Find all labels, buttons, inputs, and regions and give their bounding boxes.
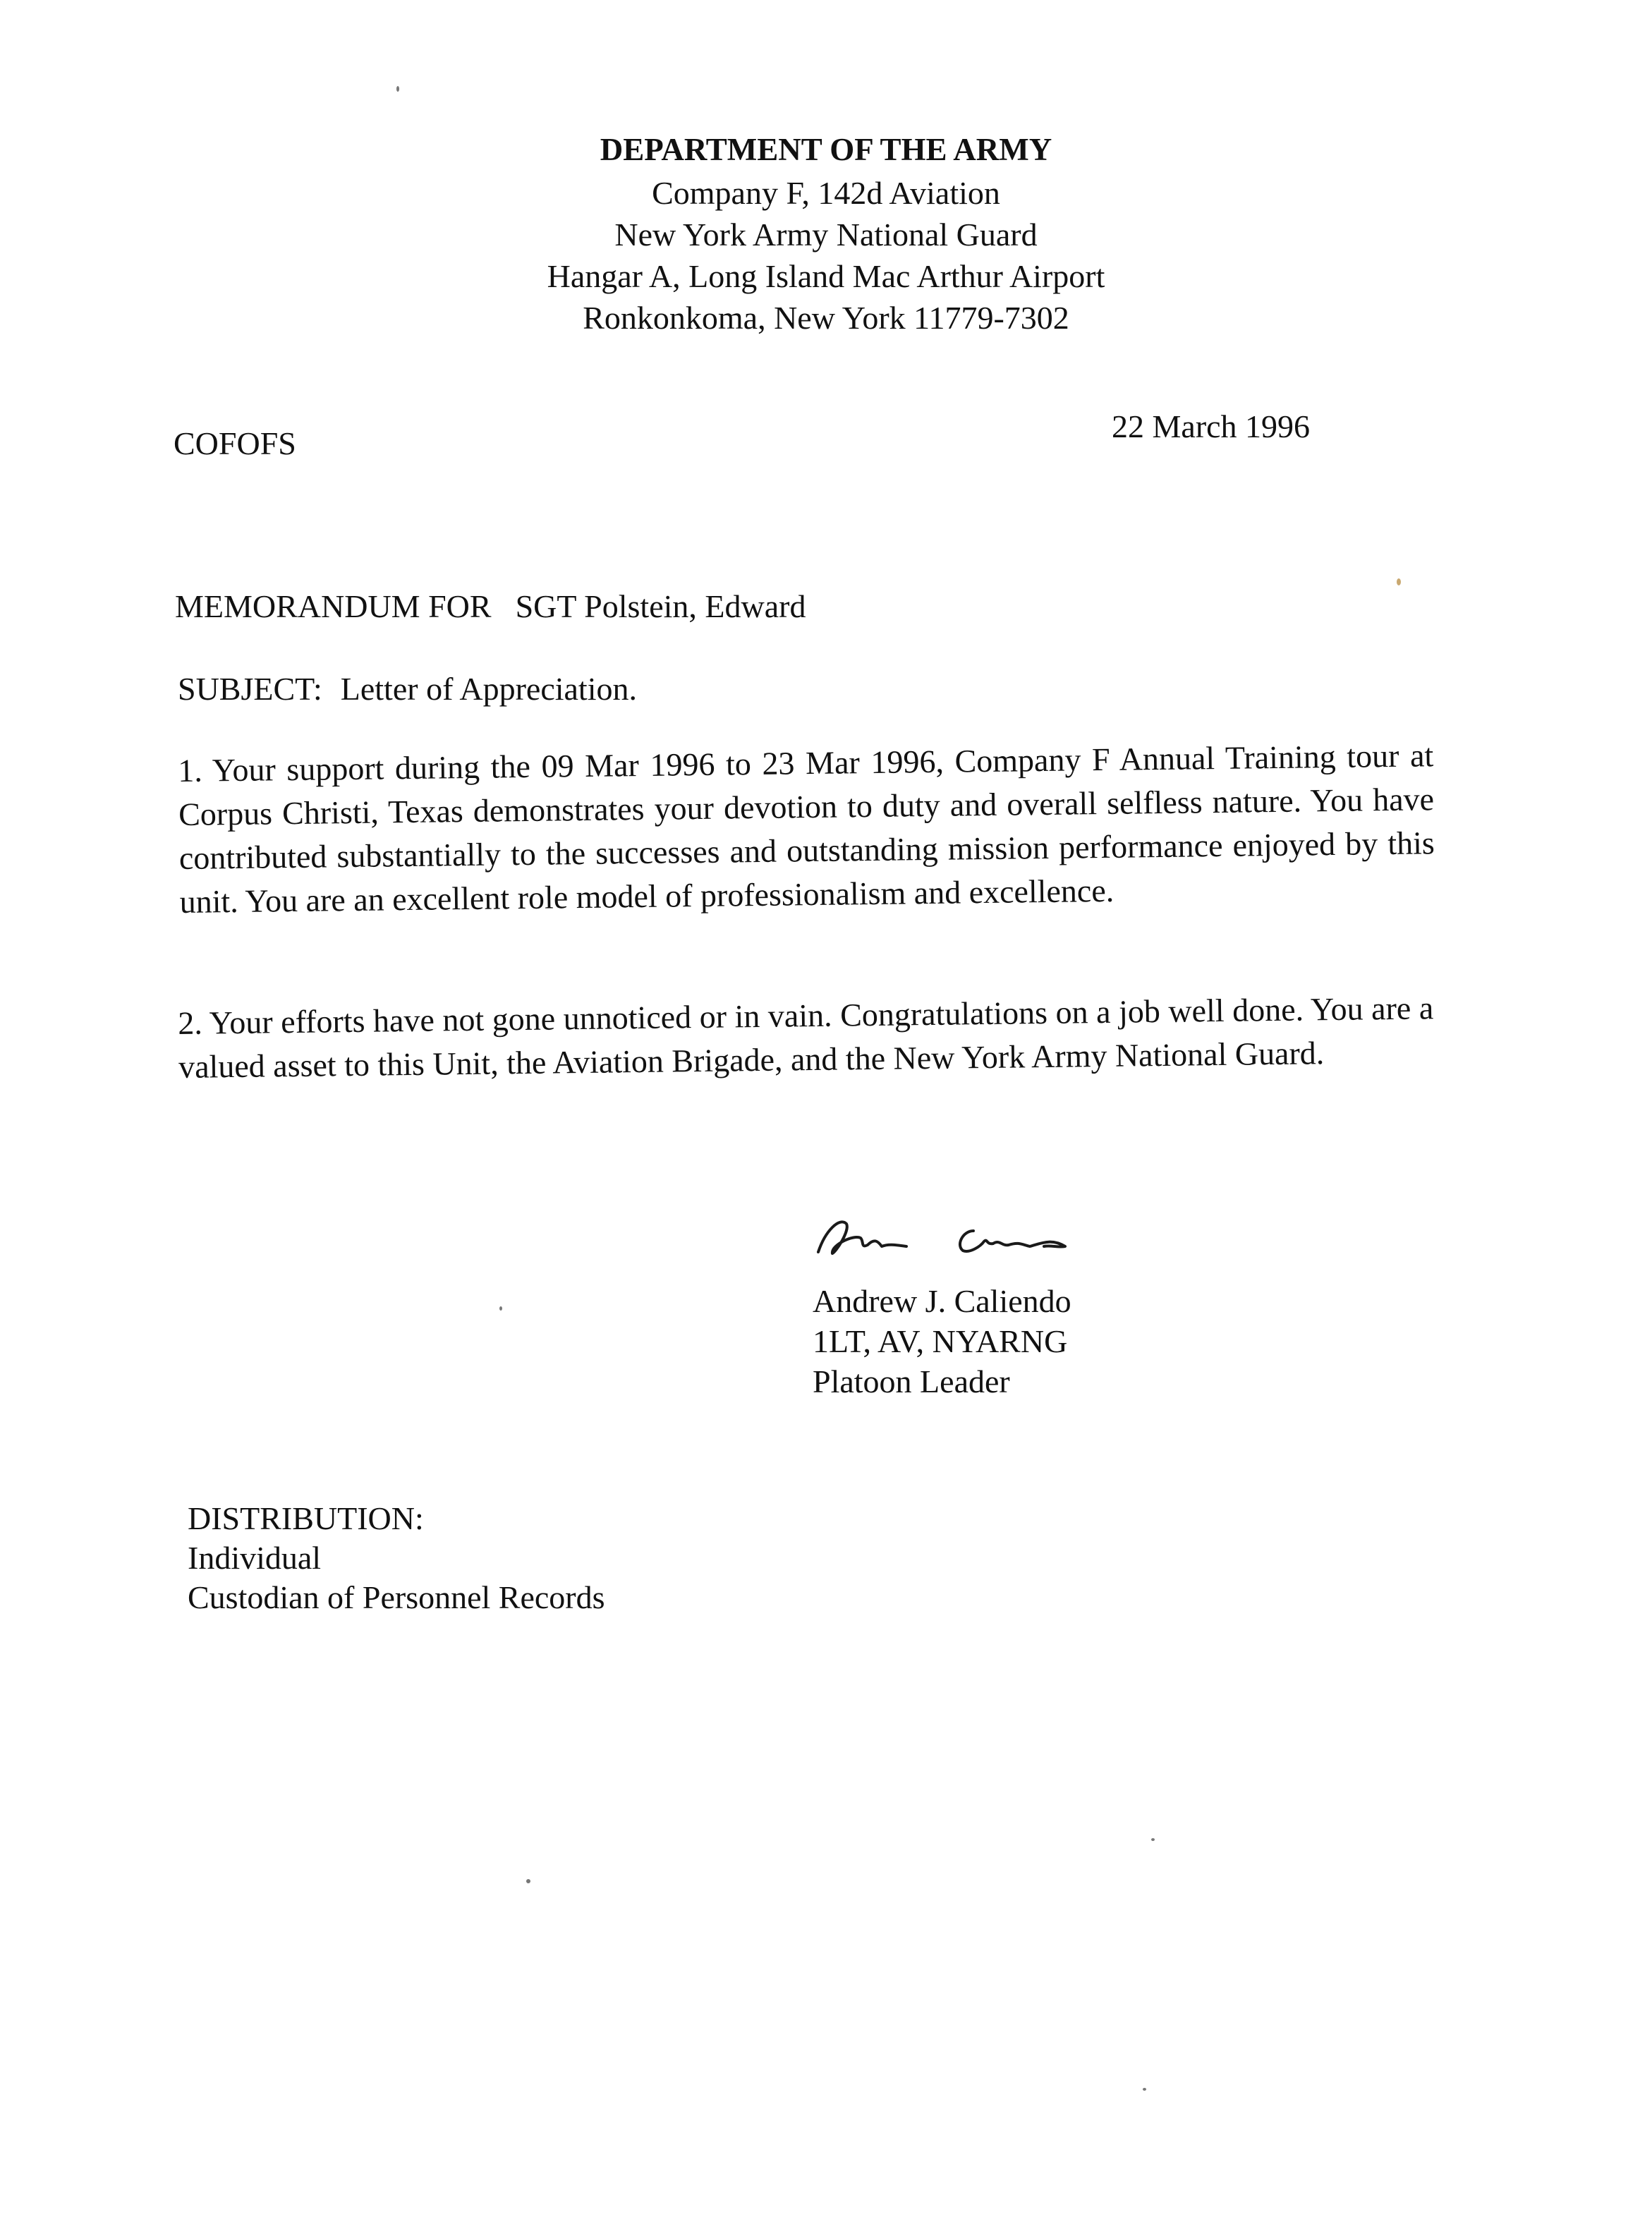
body-paragraph-1: 1. Your support during the 09 Mar 1996 to 23 Mar 1996, Company F Annual Training tour at Corpus Christi, Texas demonstrates your devotion to duty and overall selfless nature. You have contributed substantially to the successes and outstanding mission performance enjoyed by this unit. You are an excellent role model of professionalism and excellence. (178, 737, 1435, 920)
signer-name: Andrew J. Caliendo (813, 1283, 1071, 1319)
scan-speck (526, 1879, 530, 1883)
memo-date: 22 March 1996 (1112, 408, 1311, 444)
distribution-item: Custodian of Personnel Records (188, 1579, 605, 1615)
scan-speck (396, 86, 399, 92)
scan-speck (499, 1306, 502, 1311)
scan-speck (1397, 578, 1401, 585)
letterhead-unit: Company F, 142d Aviation (652, 175, 1000, 211)
distribution-item: Individual (188, 1540, 322, 1576)
distribution-block (188, 1499, 605, 1617)
letterhead (0, 127, 1652, 339)
handwritten-signature (811, 1203, 1107, 1266)
letterhead-location: Hangar A, Long Island Mac Arthur Airport (547, 258, 1105, 294)
signer-rank: 1LT, AV, NYARNG (813, 1323, 1068, 1359)
letterhead-org: New York Army National Guard (614, 217, 1038, 253)
memorandum-for (175, 588, 806, 625)
letterhead-title: DEPARTMENT OF THE ARMY (600, 132, 1052, 167)
subject-value: Letter of Appreciation. (340, 671, 637, 707)
scan-speck (1143, 2088, 1146, 2091)
distribution-label: DISTRIBUTION: (188, 1500, 424, 1536)
subject-line (178, 670, 637, 707)
memorandum-for-label: MEMORANDUM FOR (175, 588, 492, 624)
body-paragraph-2: 2. Your efforts have not gone unnoticed or in vain. Congratulations on a job well done. You are a valued asset to this Unit, the Aviation Brigade, and the New York Army National Guard. (178, 990, 1434, 1085)
signature-block (813, 1281, 1071, 1402)
office-symbol: COFOFS (174, 425, 296, 461)
subject-label: SUBJECT: (178, 671, 322, 707)
letterhead-city: Ronkonkoma, New York 11779-7302 (583, 300, 1069, 336)
scan-speck (1151, 1838, 1155, 1841)
memorandum-for-value: SGT Polstein, Edward (515, 588, 806, 624)
signer-position: Platoon Leader (813, 1363, 1010, 1399)
